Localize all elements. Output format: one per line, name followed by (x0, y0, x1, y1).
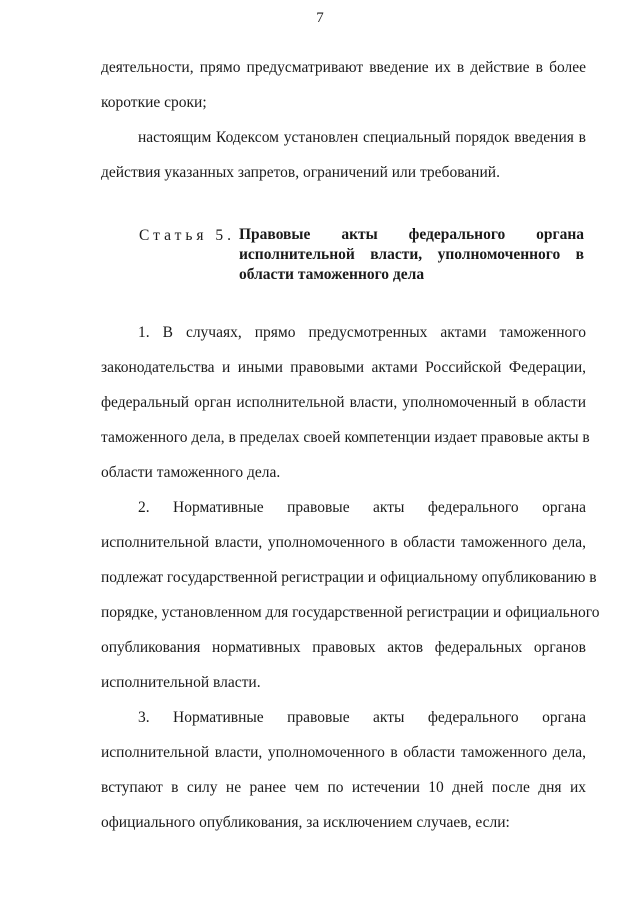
text-line: опубликования нормативных правовых актов федеральных органов (101, 639, 586, 656)
clause-1 (101, 315, 590, 490)
text-line: вступают в силу не ранее чем по истечении 10 дней после дня их (101, 779, 586, 796)
page-number: 7 (316, 10, 324, 26)
clause-3 (101, 700, 586, 840)
article-title (239, 225, 584, 285)
text-line: исполнительной власти, уполномоченного в области таможенного дела, (101, 744, 586, 761)
intro-paragraph-2 (101, 120, 586, 190)
article-title-line: исполнительной власти, уполномоченного в (239, 246, 584, 263)
text-line: федеральный орган исполнительной власти, уполномоченный в области (101, 394, 586, 411)
text-line: исполнительной власти. (101, 674, 261, 691)
article-title-line: Правовые акты федерального органа (239, 226, 584, 243)
text-line: законодательства и иными правовыми актами Российской Федерации, (101, 359, 586, 376)
article-title-line: области таможенного дела (239, 266, 425, 283)
text-line: официального опубликования, за исключением случаев, если: (101, 814, 510, 831)
article-heading (139, 225, 586, 285)
text-line: 3. Нормативные правовые акты федерального органа (138, 709, 586, 726)
text-line: таможенного дела, в пределах своей компетенции издает правовые акты в (101, 429, 590, 446)
text-line: деятельности, прямо предусматривают введение их в действие в более (101, 59, 586, 76)
text-line: короткие сроки; (101, 94, 207, 111)
text-line: исполнительной власти, уполномоченного в области таможенного дела, (101, 534, 586, 551)
text-line: настоящим Кодексом установлен специальный порядок введения в (138, 129, 586, 146)
text-line: подлежат государственной регистрации и официальному опубликованию в (101, 569, 597, 586)
text-line: действия указанных запретов, ограничений или требований. (101, 164, 500, 181)
text-line: области таможенного дела. (101, 464, 281, 481)
clause-2 (101, 490, 600, 700)
document-body (101, 50, 600, 840)
text-line: порядке, установленном для государственной регистрации и официального (101, 604, 600, 621)
article-label: Статья 5. (139, 227, 236, 244)
text-line: 2. Нормативные правовые акты федерального органа (138, 499, 586, 516)
text-line: 1. В случаях, прямо предусмотренных актами таможенного (138, 324, 586, 341)
intro-paragraph-1 (101, 50, 586, 120)
